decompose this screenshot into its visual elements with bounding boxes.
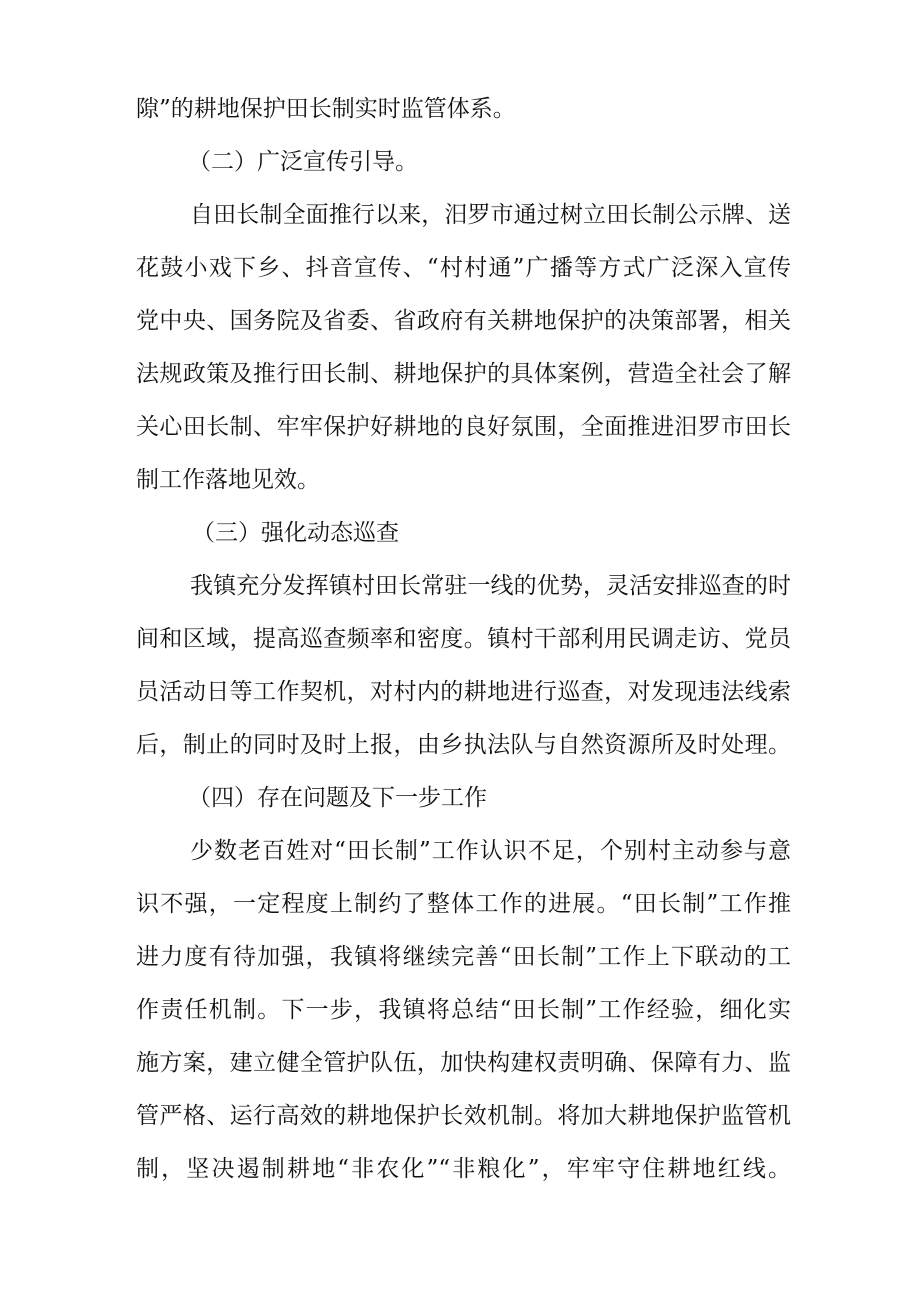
line-text: 党中央、国务院及省委、省政府有关耕地保护的决策部署，相关 [136,308,791,334]
paragraph-line [0,243,920,293]
paragraph-line [0,826,920,876]
line-text: 制工作落地见效。 [136,467,320,493]
paragraph-line [0,614,920,664]
paragraph-line [0,720,920,770]
line-text: 员活动日等工作契机，对村内的耕地进行巡查，对发现违法线索 [136,679,791,705]
line-text: 我镇充分发挥镇村田长常驻一线的优势，灵活安排巡查的时 [190,573,791,599]
paragraph-line [0,985,920,1035]
paragraph-line [0,932,920,982]
paragraph-line [0,1144,920,1194]
paragraph-line [0,349,920,399]
section-heading-4 [0,773,920,823]
heading-text: （四）存在问题及下一步工作 [188,785,487,811]
paragraph-line [0,1091,920,1141]
line-text: 花鼓小戏下乡、抖音宣传、“村村通”广播等方式广泛深入宣传 [136,255,791,281]
line-text: 自田长制全面推行以来，汨罗市通过树立田长制公示牌、送 [190,202,791,228]
line-text: 法规政策及推行田长制、耕地保护的具体案例，营造全社会了解 [136,361,791,387]
line-text: 施方案，建立健全管护队伍，加快构建权责明确、保障有力、监 [136,1050,791,1076]
section-heading-2 [0,137,920,187]
line-text: 隙”的耕地保护田长制实时监管体系。 [136,96,516,122]
paragraph-line [0,667,920,717]
line-text: 关心田长制、牢牢保护好耕地的良好氛围，全面推进汨罗市田长 [136,414,791,440]
line-text: 间和区域，提高巡查频率和密度。镇村干部利用民调走访、党员 [136,626,791,652]
paragraph-line [0,879,920,929]
line-text: 制，坚决遏制耕地“非农化”“非粮化”，牢牢守住耕地红线。 [136,1156,791,1182]
heading-text: （二）广泛宣传引导。 [188,149,418,175]
heading-text: （三）强化动态巡查 [192,520,399,546]
paragraph-line [0,190,920,240]
line-text: 少数老百姓对“田长制”工作认识不足，个别村主动参与意 [190,838,791,864]
paragraph-line [0,402,920,452]
line-text: 进力度有待加强，我镇将继续完善“田长制”工作上下联动的工 [136,944,791,970]
line-text: 管严格、运行高效的耕地保护长效机制。将加大耕地保护监管机 [136,1103,791,1129]
paragraph-line [0,455,920,505]
paragraph-line [0,561,920,611]
paragraph-line [0,1038,920,1088]
line-text: 后，制止的同时及时上报，由乡执法队与自然资源所及时处理。 [136,732,791,758]
paragraph-line [0,84,920,134]
line-text: 识不强，一定程度上制约了整体工作的进展。“田长制”工作推 [136,891,791,917]
paragraph-line [0,296,920,346]
line-text: 作责任机制。下一步，我镇将总结“田长制”工作经验，细化实 [136,997,791,1023]
section-heading-3 [0,508,920,558]
